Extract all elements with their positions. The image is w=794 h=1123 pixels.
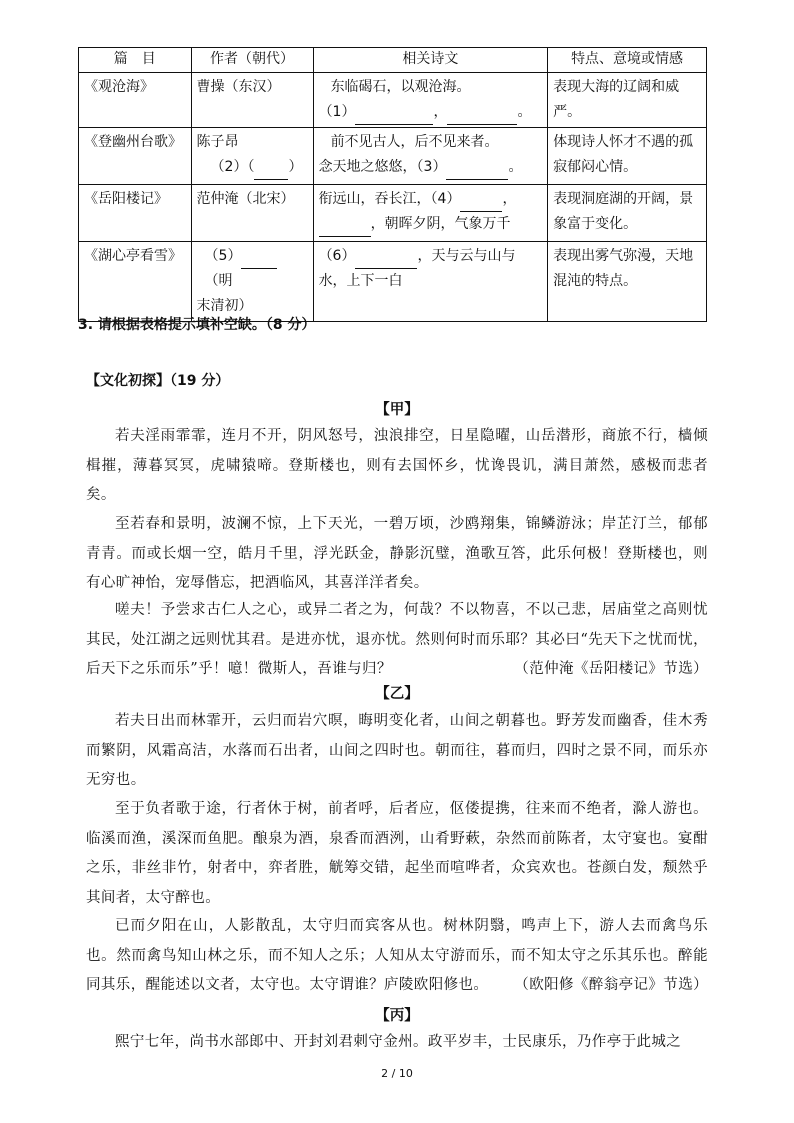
answer-blank-4a[interactable] bbox=[460, 195, 502, 212]
blank-label: （5） bbox=[204, 248, 242, 264]
passage-bing-title: 【丙】 bbox=[375, 1008, 419, 1024]
row-title: 《登幽州台歌》 bbox=[79, 128, 192, 185]
section-title: 【文化初探】（19 分） bbox=[86, 373, 230, 389]
header-verse: 相关诗文 bbox=[313, 48, 548, 73]
answer-blank-4b[interactable] bbox=[319, 220, 371, 237]
header-title: 篇 目 bbox=[79, 48, 192, 73]
row-feature: 表现大海的辽阔和威严。 bbox=[548, 73, 707, 128]
verse-line: 前不见古人，后不见来者。 bbox=[330, 134, 499, 150]
row-feature: 体现诗人怀才不遇的孤寂郁闷心情。 bbox=[548, 128, 707, 185]
verse-line: 东临碣石，以观沧海。 bbox=[330, 79, 471, 95]
author-name: 陈子昂 bbox=[196, 134, 239, 150]
row-verse bbox=[313, 128, 548, 185]
table-row bbox=[79, 185, 707, 242]
passage-yi-paragraph-3 bbox=[86, 912, 708, 1001]
author-punct: ） bbox=[288, 159, 303, 175]
table-row bbox=[79, 242, 707, 322]
row-feature: 表现洞庭湖的开阔，景象富于变化。 bbox=[548, 185, 707, 242]
verse-line: ，天与云与山与 bbox=[417, 248, 516, 264]
passage-source: （范仲淹《岳阳楼记》节选） bbox=[514, 661, 708, 677]
blank-label: （1） bbox=[318, 104, 356, 120]
row-author bbox=[191, 128, 313, 185]
row-author: 范仲淹（北宋） bbox=[191, 185, 313, 242]
poetry-table bbox=[78, 47, 707, 322]
verse-punct: ， bbox=[502, 191, 517, 207]
question-3: 3. 请根据表格提示填补空缺。（8 分） bbox=[78, 317, 316, 333]
answer-blank-3[interactable] bbox=[446, 163, 508, 180]
verse-line: 水，上下一白 bbox=[318, 273, 403, 289]
blank-label: （2）（ bbox=[210, 159, 255, 175]
answer-blank-2[interactable] bbox=[254, 163, 288, 180]
verse-punct: 。 bbox=[517, 104, 532, 120]
row-title: 《岳阳楼记》 bbox=[79, 185, 192, 242]
row-feature: 表现出雾气弥漫，天地混沌的特点。 bbox=[548, 242, 707, 322]
passage-bing-paragraph-1: 熙宁七年，尚书水部郎中、开封刘君刺守金州。政平岁丰，士民康乐，乃作亭于此城之 bbox=[115, 1034, 682, 1050]
passage-yi-paragraph-2: 至于负者歌于途，行者休于树，前者呼，后者应，伛偻提携，往来而不绝者，滁人游也。临溪而渔，溪深而鱼肥。酿泉为酒，泉香而酒洌，山肴野蔌，杂然而前陈者，太守宴也。宴酣之乐，非丝非竹，射者中，弈者胜，觥筹交错，起坐而喧哗者，众宾欢也。苍颜白发，颓然乎其间者，太守醉也。 bbox=[86, 801, 708, 906]
row-verse bbox=[313, 73, 548, 128]
verse-line: 衔远山，吞长江，（4） bbox=[318, 191, 461, 207]
table-header-row bbox=[79, 48, 707, 73]
passage-jia-paragraph-1: 若夫淫雨霏霏，连月不开，阴风怒号，浊浪排空，日星隐曜，山岳潜形，商旅不行，樯倾楫摧，薄暮冥冥，虎啸猿啼。登斯楼也，则有去国怀乡，忧谗畏讥，满目萧然，感极而悲者矣。 bbox=[86, 428, 708, 503]
verse-line: ，朝晖夕阴，气象万千 bbox=[370, 216, 511, 232]
author-dynasty: 末清初） bbox=[196, 298, 253, 314]
verse-punct: 。 bbox=[508, 159, 523, 175]
passage-yi-title: 【乙】 bbox=[375, 686, 419, 702]
row-author: 曹操（东汉） bbox=[191, 73, 313, 128]
passage-source: （欧阳修《醉翁亭记》节选） bbox=[514, 977, 708, 993]
page-number: 2 / 10 bbox=[381, 1067, 413, 1080]
table-row bbox=[79, 73, 707, 128]
verse-line: 念天地之悠悠，（3） bbox=[318, 159, 447, 175]
passage-jia-title: 【甲】 bbox=[375, 402, 419, 418]
table-row bbox=[79, 128, 707, 185]
row-title: 《观沧海》 bbox=[79, 73, 192, 128]
row-verse bbox=[313, 242, 548, 322]
answer-blank-6[interactable] bbox=[355, 252, 417, 269]
verse-punct: ， bbox=[433, 104, 448, 120]
header-author: 作者（朝代） bbox=[191, 48, 313, 73]
author-dynasty: （明 bbox=[204, 273, 233, 289]
passage-jia-paragraph-3 bbox=[86, 596, 708, 685]
answer-blank-1b[interactable] bbox=[447, 108, 517, 125]
passage-text: 嗟夫！予尝求古仁人之心，或异二者之为，何哉？不以物喜，不以己悲，居庙堂之高则忧其民，处江湖之远则忧其君。是进亦忧，退亦忧。然则何时而乐耶？其必曰“先天下之忧而忧，后天下之乐而乐”乎！噫！微斯人，吾谁与归？ bbox=[86, 602, 708, 677]
row-title: 《湖心亭看雪》 bbox=[79, 242, 192, 322]
passage-text: 已而夕阳在山，人影散乱，太守归而宾客从也。树林阴翳，鸣声上下，游人去而禽鸟乐也。然而禽鸟知山林之乐，而不知人之乐；人知从太守游而乐，而不知太守之乐其乐也。醉能同其乐，醒能述以文者，太守也。太守谓谁？庐陵欧阳修也。 bbox=[86, 918, 708, 993]
passage-yi-paragraph-1: 若夫日出而林霏开，云归而岩穴暝，晦明变化者，山间之朝暮也。野芳发而幽香，佳木秀而繁阴，风霜高洁，水落而石出者，山间之四时也。朝而往，暮而归，四时之景不同，而乐亦无穷也。 bbox=[86, 713, 708, 788]
header-feature: 特点、意境或情感 bbox=[548, 48, 707, 73]
answer-blank-5[interactable] bbox=[241, 252, 277, 269]
passage-jia-paragraph-2: 至若春和景明，波澜不惊，上下天光，一碧万顷，沙鸥翔集，锦鳞游泳；岸芷汀兰，郁郁青青。而或长烟一空，皓月千里，浮光跃金，静影沉璧，渔歌互答，此乐何极！登斯楼也，则有心旷神怡，宠辱偕忘，把酒临风，其喜洋洋者矣。 bbox=[86, 516, 708, 591]
row-verse bbox=[313, 185, 548, 242]
row-author bbox=[191, 242, 313, 322]
answer-blank-1a[interactable] bbox=[355, 108, 433, 125]
blank-label: （6） bbox=[318, 248, 356, 264]
